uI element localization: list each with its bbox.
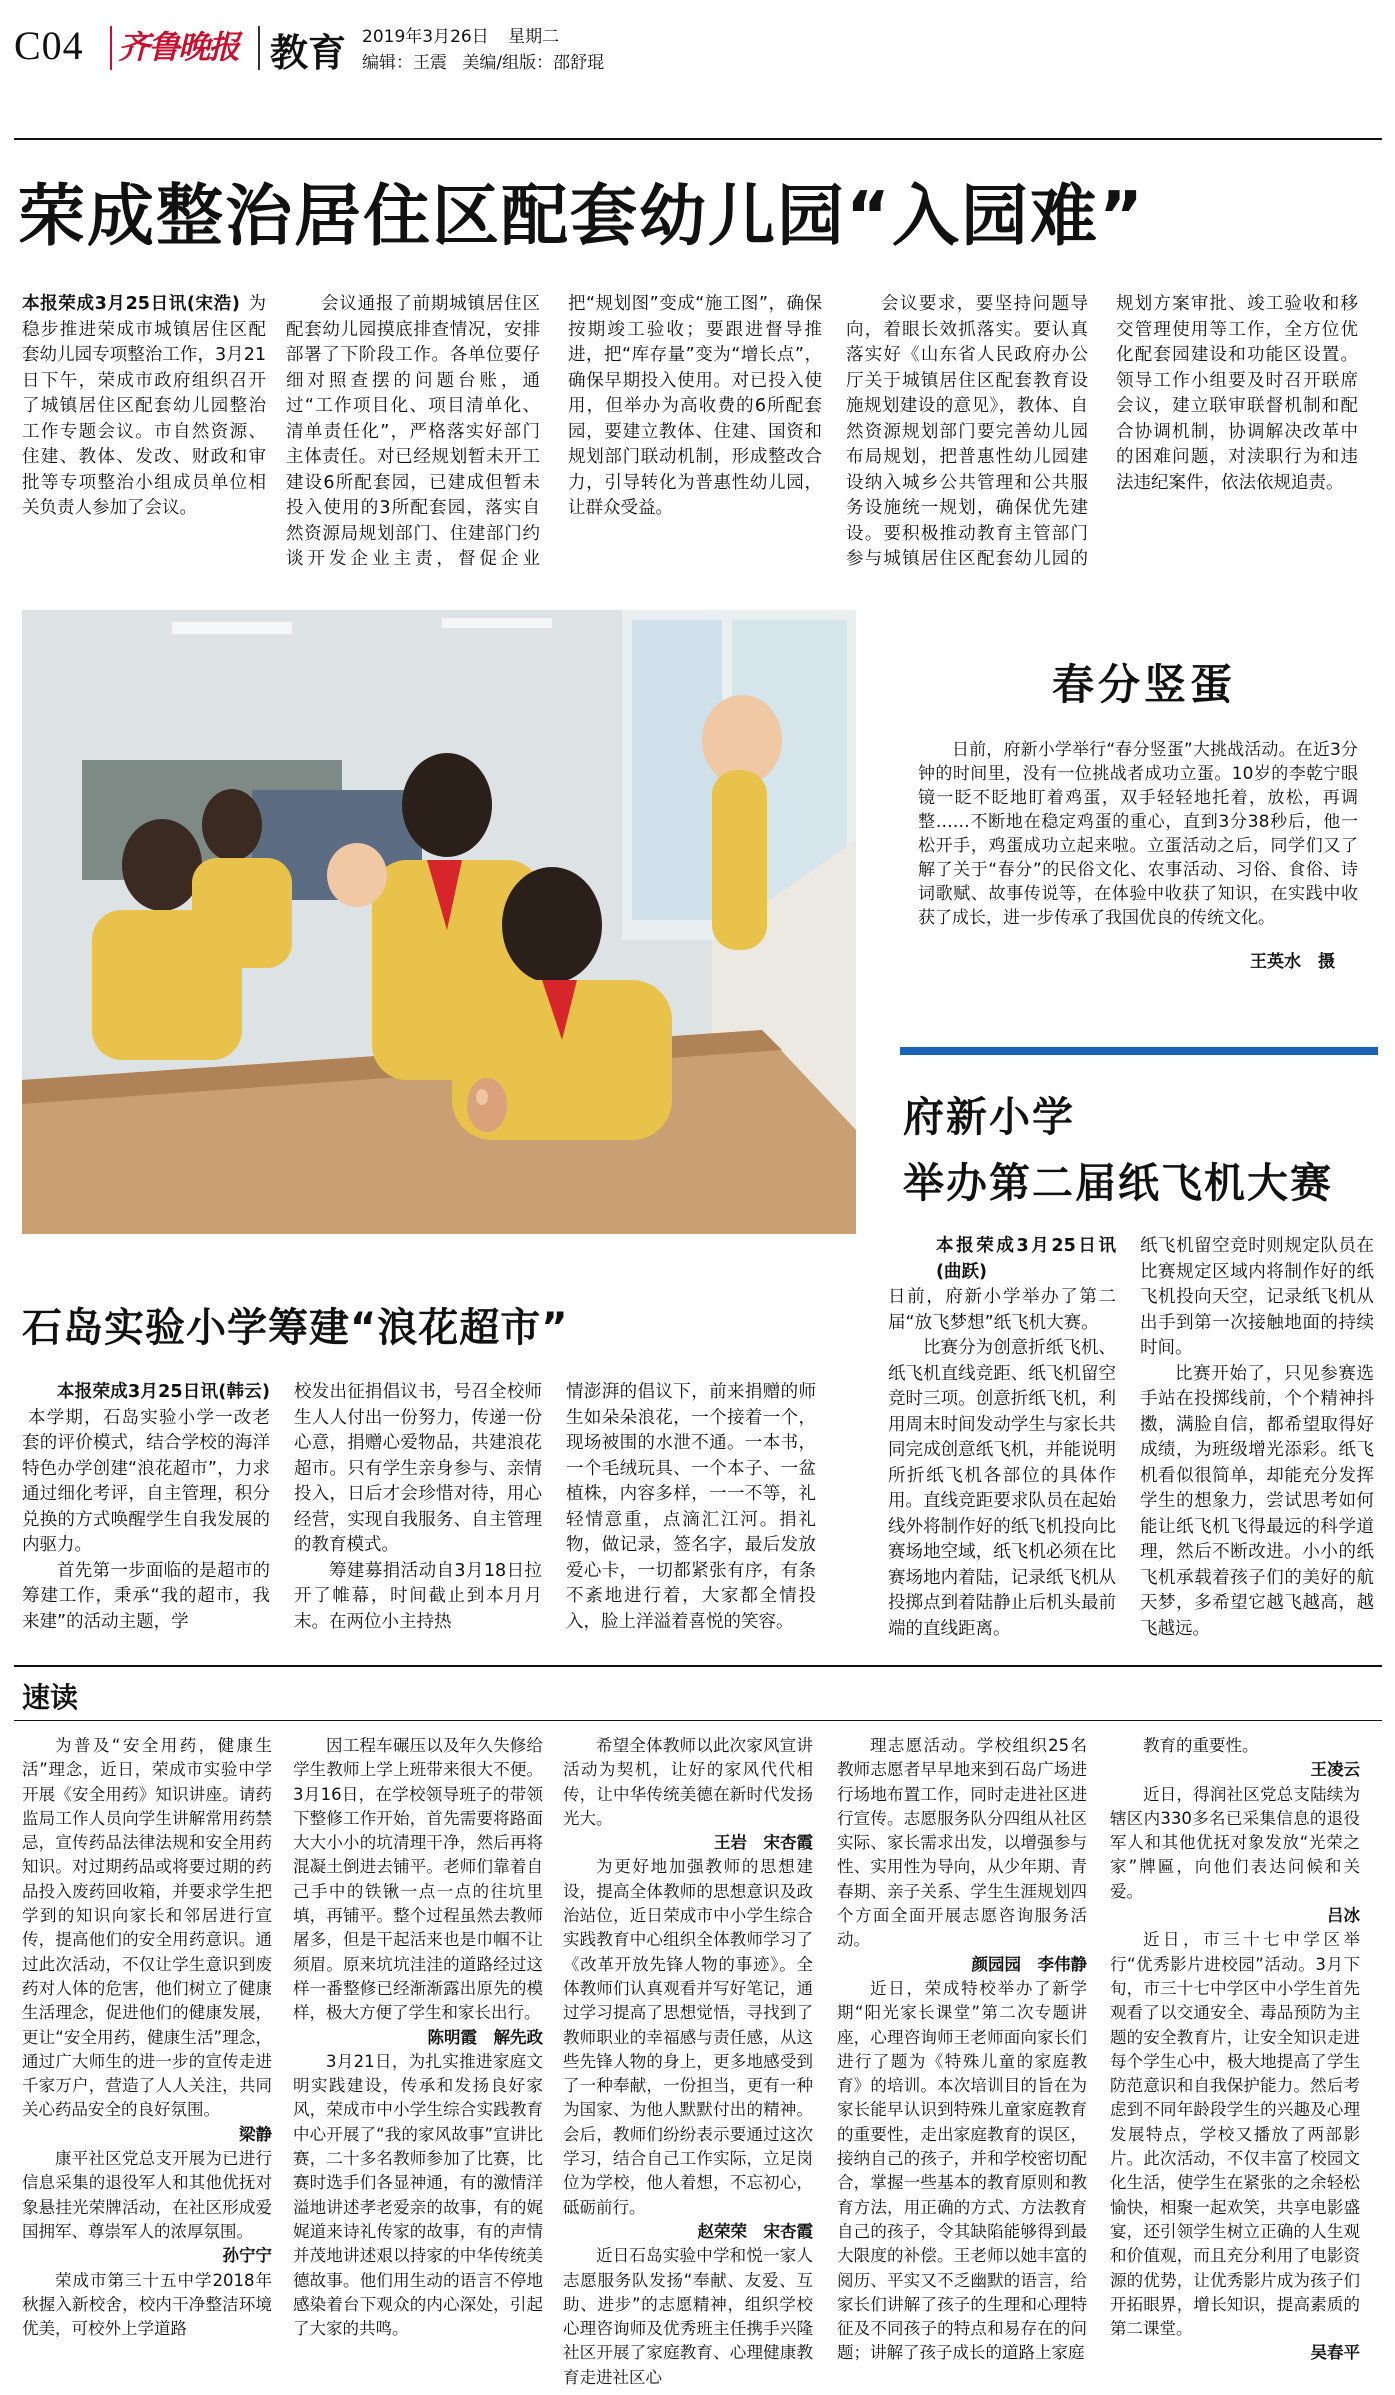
plane-headline-2: 举办第二届纸飞机大赛 <box>903 1159 1333 1207</box>
masthead-divider <box>110 26 112 70</box>
main-lead: 本报荣成3月25日讯(宋浩) <box>22 294 240 314</box>
page-number: C04 <box>14 23 84 68</box>
paper-logo: 齐鲁晚报 <box>118 28 239 66</box>
masthead-divider-2 <box>258 26 260 70</box>
brief-item-signature: 颜园园 李伟静 <box>971 1954 1087 1974</box>
brief-item-signature: 孙宁宁 <box>222 2246 272 2266</box>
brief-col-5 <box>1110 1734 1360 2366</box>
brief-item-signature: 梁静 <box>239 2124 272 2144</box>
market-col-3-p1: 情澎湃的倡议下，前来捐赠的师生如朵朵浪花，一个接着一个，现场被围的水泄不通。一本书，一个毛绒玩具、一个本子、一盆植株，内容多样，一一不等，礼轻情意重，点滴汇江河。捐礼物，做记录，签名字，最后发放爱心卡，一切都紧张有序，有条不紊地进行着，大家都全情投入，脸上洋溢着喜悦的笑容。 <box>566 1382 816 1632</box>
plane-col-1-p2: 比赛分为创意折纸飞机、纸飞机直线竞距、纸飞机留空竞时三项。创意折纸飞机，利用周末时间发动学生与家长共同完成创意纸飞机，并能说明所折纸飞机各部位的具体作用。直线竞距要求队员在起始线外将制作好的纸飞机投向比赛场地空域，纸飞机必须在比赛场地内着陆，记录纸飞机从投掷点到着陆静止后机头最前端的直线距离。 <box>888 1338 1116 1639</box>
brief-item: 为普及“安全用药，健康生活”理念，近日，荣成市实验中学开展《安全用药》知识讲座。请药监局工作人员向学生讲解常用药禁忌，宣传药品法律法规和安全用药知识。对过期药品或将要过期的药品投入废药回收箱，并要求学生把学到的知识向家长和邻居进行宣传，提高他们的安全用药意识。通过此次活动，不仅让学生意识到废药对人体的危害，他们树立了健康生活理念，促进他们的健康发展，更让“安全用药，健康生活”理念，通过广大师生的进一步的宣传走进千家万户，营造了人人关注，共同关心药品安全的良好氛围。 <box>22 1736 272 2120</box>
editor-text: 编辑：王震 <box>362 53 447 73</box>
brief-item: 近日，荣成特校举办了新学期“阳光家长课堂”第二次专题讲座，心理咨询师王老师面向家长们进行了题为《特殊儿童的家庭教育》的培训。本次培训目的旨在为家长能早认识到特殊儿童家庭教育的重要性，走出家庭教育的误区，接纳自己的孩子，并和学校密切配合，掌握一些基本的教育原则和教育方法，用正确的方式、方法教育自己的孩子，令其缺陷能够得到最大限度的补偿。王老师以她丰富的阅历、平实又不乏幽默的语言，给家长们讲解了孩子的生理和心理特征及不同孩子的特点和易存在的问题；讲解了孩子成长的道路上家庭 <box>837 1978 1087 2363</box>
issue-date <box>362 22 559 47</box>
brief-item: 理志愿活动。学校组织25名教师志愿者早早地来到石岛广场进行场地布置工作，同时走进社区进行宣传。志愿服务队分四组从社区实际、家长需求出发，以增强参与性、实用性为导向，从少年期、青春期、亲子关系、学生生涯规划四个方面全面开展志愿咨询服务活动。 <box>837 1736 1087 1950</box>
egg-body-text: 日前，府新小学举行“春分竖蛋”大挑战活动。在近3分钟的时间里，没有一位挑战者成功立蛋。10岁的李乾宁眼镜一眨不眨地盯着鸡蛋，双手轻轻地托着，放松，再调整……不断地在稳定鸡蛋的重心，直到3分38秒后，他一松开手，鸡蛋成功立起来啦。立蛋活动之后，同学们又了解了关于“春分”的民俗文化、农事活动、习俗、食俗、诗词歌赋、故事传说等，在体验中收获了知识，在实践中收获了成长，进一步传承了我国优良的传统文化。 <box>918 740 1358 928</box>
market-col-1-p2: 首先第一步面临的是超市的筹建工作，秉承“我的超市，我来建”的活动主题，学 <box>22 1560 270 1632</box>
market-col-2-p2: 筹建募捐活动自3月18日拉开了帷幕，时间截止到本月月末。在两位小主持热 <box>294 1560 542 1632</box>
brief-title: 速读 <box>22 1681 79 1714</box>
egg-photo-drawing <box>22 610 856 1234</box>
section-title: 教育 <box>270 31 347 75</box>
market-col-3 <box>566 1380 816 1635</box>
egg-body <box>918 738 1358 930</box>
brief-item-signature: 吕冰 <box>1327 1906 1360 1926</box>
plane-col-2-p1: 纸飞机留空竞时则规定队员在比赛规定区域内将制作好的纸飞机投向天空，记录纸飞机从出手到第一次接触地面的持续时间。 <box>1140 1236 1374 1358</box>
blue-rule <box>900 1047 1378 1055</box>
main-col-3-text: 会议要求，要坚持问题导向，着眼长效抓落实。要认真落实好《山东省人民政府办公厅关于城镇居住区配套教育设施规划建设的意见》，教体、自然资源规划部门要完善幼儿园布局规划，把普惠性幼儿园建设纳入城乡公共管理和公共服务设施统一规划，确保优先建设。要积极推动教育主管部门参与城镇居住区配套幼儿园的规划方案审批、竣工验收和移交管理使用等工作，全方位优化配套园建设和功能区设置。领导工作小组要及时召开联席会议，建立联审联督机制和配合协调机制，协调解决改革中的困难问题，对渎职行为和违法违纪案件，依法依规追责。 <box>846 294 1358 569</box>
market-col-1-p1: 本学期，石岛实验小学一改老套的评价模式，结合学校的海洋特色办学创建“浪花超市”，力求通过细化考评，自主管理，积分兑换的方式唤醒学生自我发展的内驱力。 <box>22 1407 270 1555</box>
brief-item: 近日，得润社区党总支陆续为辖区内330多名已采集信息的退役军人和其他优抚对象发放“光荣之家”牌匾，向他们表达问候和关爱。 <box>1110 1784 1360 1901</box>
main-article-col-2 <box>286 292 822 574</box>
brief-col-4 <box>837 1734 1087 2366</box>
brief-item: 近日石岛实验中学和悦一家人志愿服务队发扬“奉献、友爱、互助、进步”的志愿精神，组织学校心理咨询师及优秀班主任携手兴隆社区开展了家庭教育、心理健康教育走进社区心 <box>563 2246 813 2387</box>
date-text: 2019年3月26日 <box>362 27 489 47</box>
brief-item-signature: 吴春平 <box>1310 2343 1360 2363</box>
photo-credit: 王英水 摄 <box>1250 952 1335 972</box>
market-col-2-p1: 校发出征捐倡议书，号召全校师生人人付出一份努力，传递一份心意，捐赠心爱物品，共建浪花超市。只有学生亲身参与、亲情投入，日后才会珍惜对待，用心经营，实现自我服务、自主管理的教育模式。 <box>294 1382 542 1555</box>
market-lead: 本报荣成3月25日讯(韩云) <box>57 1382 270 1402</box>
market-headline: 石岛实验小学筹建“浪花超市” <box>22 1305 569 1351</box>
brief-item-signature: 王岩 宋杏霞 <box>714 1833 813 1853</box>
plane-headline-1: 府新小学 <box>903 1093 1075 1141</box>
brief-item: 3月21日，为扎实推进家庭文明实践建设，传承和发扬良好家风，荣成市中小学生综合实践教育中心开展了“我的家风故事”宣讲比赛，二十多名教师参加了比赛，比赛时选手们各显神通，有的激情洋溢地讲述孝老爱亲的故事，有的娓娓道来诗礼传家的故事，有的声情并茂地讲述艰以持家的中华传统美德故事。他们用生动的语言不停地感染着台下观众的内心深处，引起了大家的共鸣。 <box>293 2051 543 2339</box>
main-headline: 荣成整治居住区配套幼儿园“入园难” <box>18 177 1146 255</box>
plane-col-2 <box>1140 1234 1374 1642</box>
main-article-col-1 <box>22 292 266 522</box>
brief-col-3 <box>563 1734 813 2390</box>
brief-item: 希望全体教师以此次家风宣讲活动为契机，让好的家风代代相传，让中华传统美德在新时代发扬光大。 <box>563 1736 813 1828</box>
brief-item: 为更好地加强教师的思想建设，提高全体教师的思想意识及政治站位，近日荣成市中小学生综合实践教育中心组织全体教师学习了《改革开放先锋人物的事迹》。全体教师们认真观看并写好笔记，通过学习提高了思想觉悟，寻找到了教师职业的幸福感与责任感，从这些先锋人物的身上，更多地感受到了一种奉献，一份担当，更有一种为国家、为他人默默付出的精神。会后，教师们纷纷表示要通过这次学习，结合自己工作实际，立足岗位为学校，他人着想，不忘初心，砥砺前行。 <box>563 1857 813 2217</box>
editor-line <box>362 48 604 73</box>
market-col-2 <box>294 1380 542 1635</box>
brief-col-1 <box>22 1734 272 2341</box>
plane-col-2-p2: 比赛开始了，只见参赛选手站在投掷线前，个个精神抖擞，满脸自信，都希望取得好成绩，为班级增光添彩。纸飞机看似很简单，却能充分发挥学生的想象力，尝试思考如何能让纸飞机飞得最远的科学道理，然后不断改进。小小的纸飞机承载着孩子们的美好的航天梦，多希望它越飞越高，越飞越远。 <box>1140 1363 1374 1639</box>
brief-item-signature: 王凌云 <box>1310 1760 1360 1780</box>
plane-col-1 <box>888 1234 1116 1642</box>
main-col-1-text: 为稳步推进荣成市城镇居住区配套幼儿园专项整治工作，3月21日下午，荣成市政府组织召开了城镇居住区配套幼儿园整治工作专题会议。市自然资源、住建、教体、发改、财政和审批等专项整治小组成员单位相关负责人参加了会议。 <box>22 294 266 518</box>
brief-col-2 <box>293 1734 543 2341</box>
design-text: 美编/组版：邵舒琨 <box>462 53 605 73</box>
brief-item-signature: 陈明霞 解先政 <box>427 2027 543 2047</box>
masthead-rule <box>14 138 1382 140</box>
egg-photo <box>22 610 856 1234</box>
brief-top-rule <box>14 1665 1382 1667</box>
brief-item-signature: 赵荣荣 宋杏霞 <box>697 2221 813 2241</box>
brief-title-rule <box>14 1720 1382 1721</box>
main-article-col-3 <box>846 292 1358 574</box>
brief-item: 康平社区党总支开展为已进行信息采集的退役军人和其他优抚对象悬挂光荣牌活动，在社区形成爱国拥军、尊崇军人的浓厚氛围。 <box>22 2149 272 2241</box>
brief-item: 教育的重要性。 <box>1143 1736 1259 1755</box>
main-col-2-text: 会议通报了前期城镇居住区配套幼儿园摸底排查情况，安排部署了下阶段工作。各单位要仔细对照查摆的问题台账，通过“工作项目化、项目清单化、清单责任化”，严格落实好部门主体责任。对已经规划暂未开工建设6所配套园，已建成但暂未投入使用的3所配套园，落实自然资源局规划部门、住建部门约谈开发企业主责，督促企业把“规划图”变成“施工图”，确保按期竣工验收；要跟进督导推进，把“库存量”变为“增长点”，确保早期投入使用。对已投入使用，但举办为高收费的6所配套园，要建立教体、住建、国资和规划部门联动机制，形成整改合力，引导转化为普惠性幼儿园，让群众受益。 <box>286 294 822 569</box>
market-col-1 <box>22 1380 270 1635</box>
brief-item: 荣成市第三十五中学2018年秋握入新校舍，校内干净整洁环境优美，可校外上学道路 <box>22 2270 272 2339</box>
brief-item: 近日，市三十七中学区举行“优秀影片进校园”活动。3月下旬，市三十七中学区中小学生首先观看了以交通安全、毒品预防为主题的安全教育片，让安全知识走进每个学生心中，极大地提高了学生防范意识和自我保护能力。然后考虑到不同年龄段学生的兴趣及心理发展特点，学校又播放了两部影片。此次活动，不仅丰富了校园文化生活，使学生在紧张的之余轻松愉快，相聚一起欢笑，共享电影盛宴，还引领学生树立正确的人生观和价值观，而且充分利用了电影资源的优势，让优秀影片成为孩子们开拓眼界，增长知识，提高素质的第二课堂。 <box>1110 1930 1360 2339</box>
plane-col-1-p1: 日前，府新小学举办了第二届“放飞梦想”纸飞机大赛。 <box>888 1287 1116 1333</box>
brief-item: 因工程车碾压以及年久失修给学生教师上学上班带来很大不便。3月16日，在学校领导班子的带领下整修工作开始，首先需要将路面大大小小的坑清理干净，然后再将混凝土倒进去铺平。老师们靠着自己手中的铁锹一点一点的往坑里填，再铺平。整个过程虽然去教师屠多，但是干起活来也是巾帼不让须眉。原来坑坑洼洼的道路经过这样一番整修已经渐渐露出原先的模样，极大方便了学生和家长出行。 <box>293 1736 543 2023</box>
weekday-text: 星期二 <box>508 27 560 47</box>
egg-headline: 春分竖蛋 <box>1052 660 1237 709</box>
plane-lead: 本报荣成3月25日讯(曲跃) <box>936 1236 1116 1282</box>
